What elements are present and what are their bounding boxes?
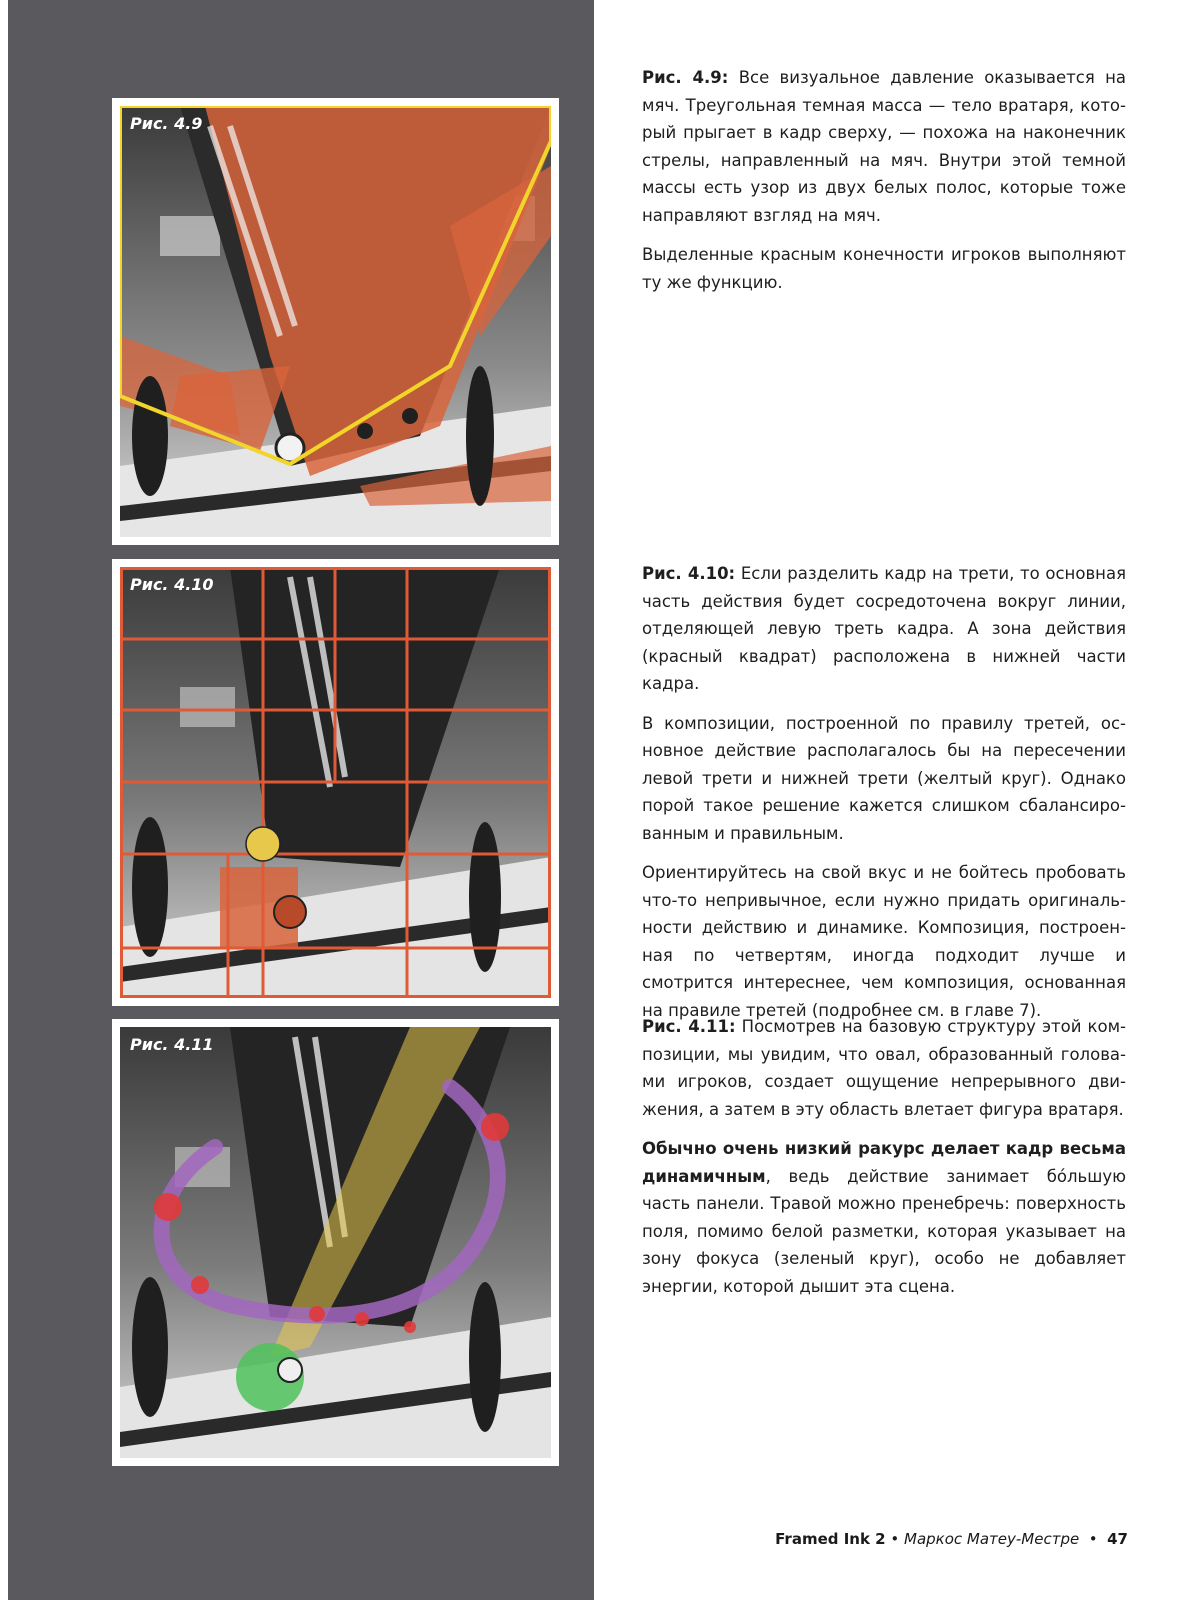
comic-illustration-4-10 [120, 567, 551, 998]
caption-paragraph [642, 560, 1126, 698]
figure-reference: Рис. 4.10: [642, 564, 736, 583]
figure-panel-4-9 [112, 98, 559, 545]
paragraph-text: В композиции, построенной по правилу третей, основное действие располагалось бы на пересечении левой трети и нижней трети (желтый круг). Однако порой такое решение кажется слишком сбалансированным и правильным. [642, 713, 1126, 843]
comic-illustration-4-11 [120, 1027, 551, 1458]
figure-label: Рис. 4.10 [130, 575, 214, 594]
page-footer [775, 1530, 1128, 1548]
caption-paragraph [642, 1013, 1126, 1123]
author-name: Маркос Матеу-Местре [904, 1530, 1080, 1548]
figure-panel-4-11 [112, 1019, 559, 1466]
comic-illustration-4-9 [120, 106, 551, 537]
paragraph-text: Выделенные красным конечности игроков выполняют ту же функцию. [642, 245, 1126, 292]
paragraph-text: Все визуальное давление оказывается на мяч. Треугольная темная масса — тело вратаря, который прыгает в кадр сверху, — похожа на наконечник стрелы, направленный на мяч. Внутри этой темной массы есть узор из двух белых полос, которые тоже направляют взгляд на мяч. [642, 68, 1126, 225]
footer-separator: • [1079, 1530, 1108, 1548]
footer-separator: • [885, 1530, 904, 1548]
caption-paragraph [642, 1135, 1126, 1300]
figure-label: Рис. 4.9 [130, 114, 203, 133]
emphasis-text: Обычно очень низкий ракурс делает кадр весьма динамичным [642, 1139, 1126, 1186]
page-number: 47 [1107, 1530, 1128, 1548]
figure-reference: Рис. 4.9: [642, 68, 729, 87]
figure-reference: Рис. 4.11: [642, 1017, 736, 1036]
paragraph-text: Посмотрев на базовую структуру этой композиции, мы увидим, что овал, образованный головами игроков, создает ощущение непрерывного движения, а затем в эту область влетает фигура вратаря. [642, 1017, 1127, 1119]
paragraph-text: Если разделить кадр на трети, то основная часть действия будет сосредоточена вокруг линии, отделяющей левую треть кадра. А зона действия (красный квадрат) расположена в нижней части кадра. [642, 564, 1126, 693]
figure-label: Рис. 4.11 [130, 1035, 214, 1054]
caption-4-10 [642, 560, 1126, 1036]
book-title: Framed Ink 2 [775, 1530, 886, 1548]
caption-4-11 [642, 1013, 1126, 1312]
figure-panel-4-10 [112, 559, 559, 1006]
paragraph-text: , ведь действие занимает бóльшую часть панели. Травой можно пренебречь: поверхность поля, помимо белой разметки, которая указывает на зону фокуса (зеленый круг), особо не добавляет энергии, которой дышит эта сцена. [642, 1166, 1126, 1296]
paragraph-text: Ориентируйтесь на свой вкус и не бойтесь пробовать что-то непривычное, если нужно придать оригинальности действию и динамике. Композиция, построенная по четвертям, иногда подходит лучше и смотрится интереснее, чем композиция, основанная на правиле третей (подробнее см. в главе 7). [642, 863, 1126, 1020]
caption-4-9 [642, 64, 1126, 308]
caption-paragraph [642, 64, 1126, 229]
